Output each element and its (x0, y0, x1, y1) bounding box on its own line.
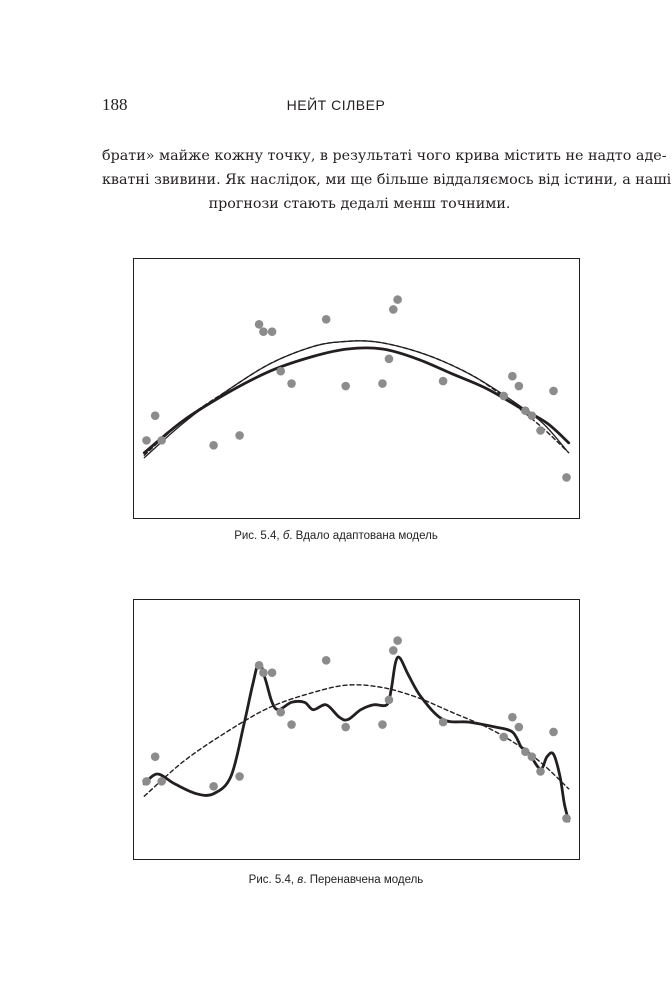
data-point (259, 668, 268, 677)
chart-overfitted (134, 600, 579, 859)
data-point (142, 436, 151, 445)
body-line: брати» майже кожну точку, в результаті чого крива містить не надто аде- (102, 148, 667, 164)
caption-overfitted (0, 874, 672, 886)
data-point (536, 767, 545, 776)
data-point (393, 636, 402, 645)
data-point (562, 473, 571, 482)
data-point (549, 387, 558, 396)
data-point (142, 777, 151, 786)
data-point (439, 718, 448, 727)
data-point (268, 668, 277, 677)
figure-overfitted (133, 599, 580, 860)
data-point (255, 320, 264, 329)
data-point (499, 733, 508, 742)
data-point (528, 752, 537, 761)
caption-letter: в (297, 874, 304, 886)
figure-well-fitted (133, 258, 580, 519)
data-point (287, 720, 296, 729)
data-point (151, 752, 160, 761)
data-point (287, 379, 296, 388)
data-point (322, 315, 331, 324)
chart-well-fitted (134, 259, 579, 518)
data-point (393, 295, 402, 304)
data-point (515, 382, 524, 391)
data-point (515, 723, 524, 732)
data-point (341, 723, 350, 732)
caption-text: . Перенавчена модель (303, 874, 424, 886)
data-point (157, 777, 166, 786)
data-point (389, 646, 398, 655)
data-point (157, 436, 166, 445)
data-point (209, 441, 218, 450)
page-number: 188 (102, 95, 128, 114)
data-point (235, 431, 244, 440)
data-point (439, 377, 448, 386)
data-point (209, 782, 218, 791)
data-point (268, 327, 277, 336)
data-point (378, 720, 387, 729)
caption-text: . Вдало адаптована модель (289, 530, 438, 542)
body-line: прогнози стають дедалі менш точними. (208, 196, 511, 212)
body-paragraph (102, 144, 672, 216)
body-line: кватні звивини. Як наслідок, ми ще більше віддаляємось від істини, а наші (102, 172, 672, 188)
data-point (562, 814, 571, 823)
data-point (151, 411, 160, 420)
data-point (549, 728, 558, 737)
caption-prefix: Рис. 5.4, (234, 530, 283, 542)
data-point (536, 426, 545, 435)
data-point (508, 713, 517, 722)
model-fit-curve (144, 348, 568, 453)
data-point (385, 355, 394, 364)
data-point (389, 305, 398, 314)
data-point (276, 708, 285, 717)
data-point (341, 382, 350, 391)
caption-well-fitted (0, 530, 672, 542)
data-point (378, 379, 387, 388)
data-point (259, 327, 268, 336)
data-point (508, 372, 517, 381)
data-point (322, 656, 331, 665)
data-point (255, 661, 264, 670)
data-point (276, 367, 285, 376)
data-point (385, 696, 394, 705)
data-point (499, 392, 508, 401)
running-title: НЕЙТ СІЛВЕР (286, 97, 386, 113)
caption-prefix: Рис. 5.4, (248, 874, 298, 886)
caption-letter: б (282, 530, 290, 542)
data-point (235, 772, 244, 781)
data-point (528, 411, 537, 420)
